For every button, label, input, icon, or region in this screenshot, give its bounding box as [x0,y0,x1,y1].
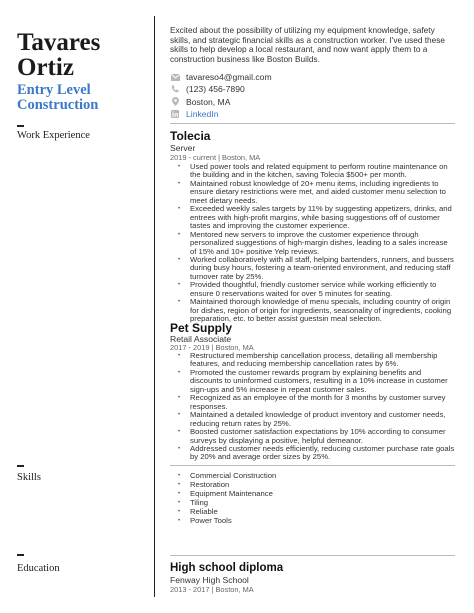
email-text: tavareso4@gmail.com [186,72,272,83]
section-marker [17,125,24,127]
job-dates: 2017 - 2019 | Boston, MA [170,343,254,352]
candidate-name [17,30,100,80]
linkedin-link[interactable]: LinkedIn [186,109,219,120]
contact-phone[interactable] [170,83,272,95]
job-title-line2: Construction [17,96,99,113]
first-name: Tavares [17,29,101,56]
phone-text: (123) 456-7890 [186,84,245,95]
job-dates: 2019 - current | Boston, MA [170,153,261,162]
section-marker [17,465,24,467]
skills-list [178,472,455,525]
list-item: • Promoted the customer rewards program by explaining benefits and discounts to uninformed customers, resulting in a 10% increase in customer sign-ups and 5% increase in repeat customer sales. [178,369,455,394]
education-school: Fenway High School [170,575,249,585]
list-item: • Maintained thorough knowledge of menu specials, including country of origin for dishes, region of origin for ingredients, seasonality of ingredients, cooking preparation, etc. to better assist guestsin meal selection. [178,298,455,323]
section-title-education: Education [17,563,60,574]
section-title-skills: Skills [17,472,41,483]
summary-text: Excited about the possibility of utilizing my equipment knowledge, safety skills, and strategic financial skills as a construction worker. I've used these skills to help develop a local restaurant, and now want apply them to a construction business like Boston Builds. [170,25,446,64]
section-divider [170,123,455,124]
job-role: Server [170,143,196,153]
skill-item: • Reliable [178,508,455,517]
phone-icon [170,84,180,94]
list-item: • Exceeded weekly sales targets by 11% by suggesting appetizers, drinks, and entrees with high-profit margins, while basing suggestions off of customer tastes and improving the customer experience. [178,205,455,230]
last-name: Ortiz [17,54,74,81]
education-degree: High school diploma [170,562,284,574]
skill-item: • Restoration [178,481,455,490]
section-divider [170,465,455,466]
location-pin-icon [170,97,180,107]
column-divider [154,16,155,597]
section-marker [17,554,24,556]
skill-item: • Tiling [178,499,455,508]
skill-item: • Power Tools [178,517,455,526]
location-text: Boston, MA [186,96,231,107]
list-item: • Maintained a detailed knowledge of product inventory and customer needs, reducing return rates by 25%. [178,411,455,428]
contact-linkedin[interactable] [170,108,272,120]
linkedin-icon [170,109,180,119]
list-item: • Boosted customer satisfaction expectations by 10% according to consumer surveys by displaying a positive, helpful demeanor. [178,428,455,445]
envelope-icon [170,72,180,82]
job-bullets [178,352,455,462]
list-item: • Used power tools and related equipment to perform routine maintenance on the building and in the kitchen, saving Tolecia $500+ per month. [178,163,455,180]
contact-location [170,96,272,108]
job-title-line1: Entry Level [17,82,91,98]
job-title [17,83,98,112]
list-item: • Addressed customer needs efficiently, reducing customer purchase rate goals by 20% and average order sizes by 25%. [178,445,455,462]
section-title-experience: Work Experience [17,130,90,141]
list-item: • Mentored new servers to improve the customer experience through personalized suggestions of high-margin dishes, leading to a sales increase of 15% and 10+ positive Yelp reviews. [178,231,455,256]
list-item: • Recognized as an employee of the month for 3 months by customer survey responses. [178,394,455,411]
job-role: Retail Associate [170,334,232,344]
list-item: • Worked collaboratively with all staff, helping bartenders, runners, and bussers during busy hours, fostering a team-oriented environment, and reducing staff turnover rate by 25%. [178,256,455,281]
job-company: Tolecia [170,129,211,143]
contact-list [170,71,272,120]
skill-item: • Equipment Maintenance [178,490,455,499]
education-dates: 2013 - 2017 | Boston, MA [170,585,254,594]
list-item: • Restructured membership cancellation process, detailing all membership features, and reducing membership cancellation rates by 6%. [178,352,455,369]
list-item: • Maintained robust knowledge of 20+ menu items, including ingredients to ensure dietary restrictions were met, and aided customer menu selection to meet dietary needs. [178,180,455,205]
job-company: Pet Supply [170,321,233,335]
skill-item: • Commercial Construction [178,472,455,481]
job-bullets [178,163,455,324]
list-item: • Provided thoughtful, friendly customer service while working efficiently to ensure 0 reservations waited for over 5 minutes for seating. [178,281,455,298]
contact-email[interactable] [170,71,272,83]
section-divider [170,555,455,556]
